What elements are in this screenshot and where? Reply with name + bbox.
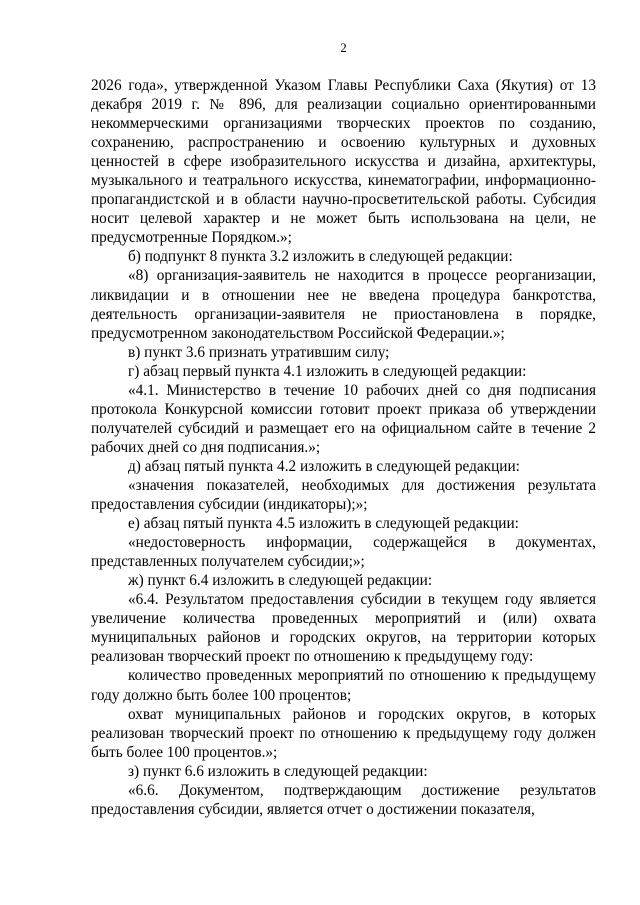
paragraph-item-b: б) подпункт 8 пункта 3.2 изложить в следующей редакции: xyxy=(128,248,513,266)
paragraph-quote-4-5: «недостоверность информации, содержащейся в документах, представленных получателем субсидии;»; xyxy=(91,534,596,571)
paragraph-quote-6-6: «6.6. Документом, подтверждающим достижение результатов предоставления субсидии, является отчет о достижении показателя, xyxy=(91,781,596,818)
page-number: 2 xyxy=(340,40,347,55)
paragraph-item-zh: ж) пункт 6.4 изложить в следующей редакции: xyxy=(128,572,433,590)
paragraph-quote-4-1: «4.1. Министерство в течение 10 рабочих дней со дня подписания протокола Конкурсной комиссии готовит проект приказа об утверждении получателей субсидий и размещает его на официальном сайте в течение 2 рабочих дней со дня подписания.»; xyxy=(91,381,596,456)
paragraph-continuation: 2026 года», утвержденной Указом Главы Республики Саха (Якутия) от 13 декабря 2019 г. № 896, для реализации социально ориентированными некоммерческими организациями творческих проектов по созданию, сохранению, распространению и освоению культурных и духовных ценностей в сфере изобразительного искусства и дизайна, архитектуры, музыкального и театрального искусства, кинематографии, информационно-пропагандистской и в области научно-просветительской работы. Субсидия носит целевой характер и не может быть использована на цели, не предусмотренные Порядком.»; xyxy=(91,77,596,247)
paragraph-item-d: д) абзац пятый пункта 4.2 изложить в следующей редакции: xyxy=(128,457,520,475)
paragraph-item-z: з) пункт 6.6 изложить в следующей редакции: xyxy=(128,762,428,780)
paragraph-indicator-events: количество проведенных мероприятий по отношению к предыдущему году должно быть более 100 процентов; xyxy=(91,667,596,704)
paragraph-item-e: е) абзац пятый пункта 4.5 изложить в следующей редакции: xyxy=(128,515,519,533)
paragraph-indicator-coverage: охват муниципальных районов и городских округов, в которых реализован творческий проект по отношению к предыдущему году должен быть более 100 процентов.»; xyxy=(91,705,596,761)
paragraph-item-g: г) абзац первый пункта 4.1 изложить в следующей редакции: xyxy=(128,362,527,380)
paragraph-quote-3-2-8: «8) организация-заявитель не находится в процессе реорганизации, ликвидации и в отношении нее не введена процедура банкротства, деятельность организации-заявителя не приостановлена в порядке, предусмотренном законодательством Российской Федерации.»; xyxy=(91,267,596,342)
paragraph-quote-4-2: «значения показателей, необходимых для достижения результата предоставления субсидии (индикаторы);»; xyxy=(91,476,596,514)
paragraph-quote-6-4: «6.4. Результатом предоставления субсидии в текущем году является увеличение количества проведенных мероприятий и (или) охвата муниципальных районов и городских округов, на территории которых реализован творческий проект по отношению к предыдущему году: xyxy=(91,591,596,666)
paragraph-item-v: в) пункт 3.6 признать утратившим силу; xyxy=(128,343,390,361)
